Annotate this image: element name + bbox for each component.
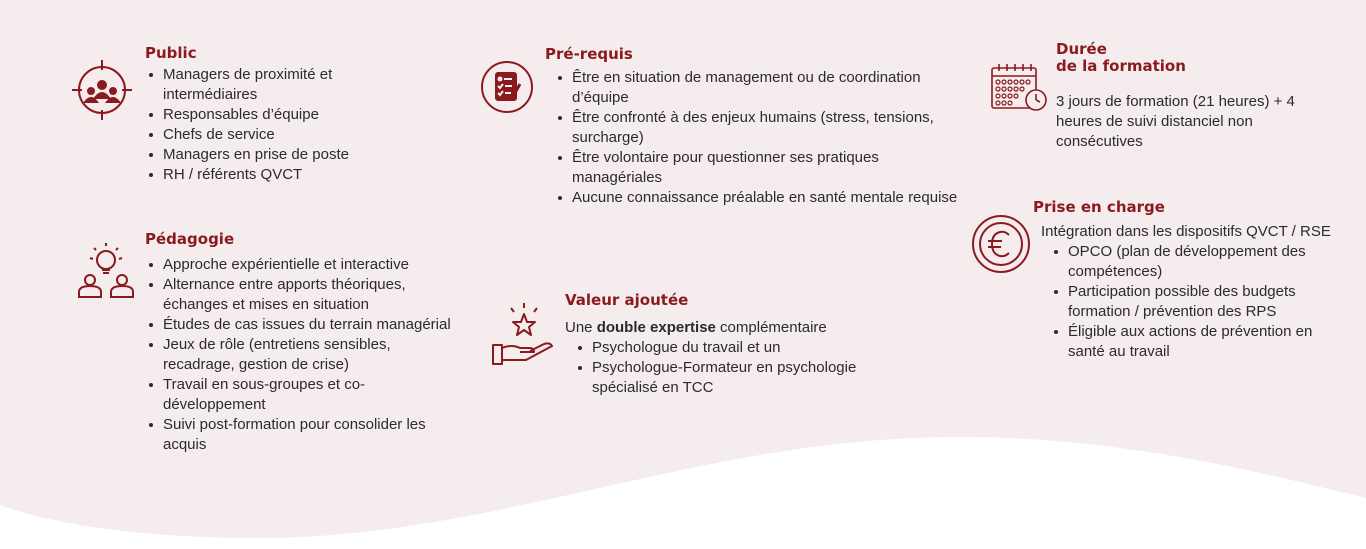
duree-text: 3 jours de formation (21 heures) + 4 heures de suivi distanciel non consécutives [1056,93,1295,150]
valeur-section [565,292,925,398]
prise-intro: Intégration dans les dispositifs QVCT / RSE [1041,223,1331,240]
list-item: Aucune connaissance préalable en santé mentale requise [572,188,965,208]
list-item: Éligible aux actions de prévention en santé au travail [1068,322,1333,362]
list-item: OPCO (plan de développement des compétences) [1068,242,1333,282]
valeur-intro [565,318,925,338]
prise-title: Prise en charge [1033,198,1165,216]
list-item: RH / référents QVCT [163,165,405,185]
list-item: Managers de proximité et intermédiaires [163,65,405,105]
duree-title [1056,41,1316,75]
list-item: Managers en prise de poste [163,145,405,165]
prise-list [1033,242,1333,362]
checklist-icon [480,60,534,114]
pedagogie-title: Pédagogie [145,230,235,248]
public-title: Public [145,44,197,62]
prerequis-title: Pré-requis [545,45,633,63]
duree-title-line1: Durée [1056,40,1107,58]
list-item: Être en situation de management ou de coordination d’équipe [572,68,965,108]
public-list [145,65,405,185]
valeur-intro-bold: double expertise [596,319,716,336]
list-item: Alternance entre apports théoriques, échanges et mises en situation [163,275,455,315]
valeur-title: Valeur ajoutée [565,291,689,309]
list-item: Participation possible des budgets formation / prévention des RPS [1068,282,1333,322]
people-target-icon [70,58,134,122]
prerequis-list [545,68,965,208]
hand-star-icon [490,300,560,370]
lightbulb-people-icon [76,240,136,300]
valeur-list [565,338,925,398]
public-section [145,45,405,185]
list-item: Approche expérientielle et interactive [163,255,455,275]
pedagogie-section [145,231,455,455]
valeur-intro-prefix: Une [565,319,597,336]
euro-coin-icon [970,213,1032,275]
duree-section [1056,41,1316,152]
list-item: Être confronté à des enjeux humains (stress, tensions, surcharge) [572,108,965,148]
pedagogie-list [145,255,455,455]
list-item: Psychologue-Formateur en psychologie spécialisé en TCC [592,358,925,398]
list-item: Suivi post-formation pour consolider les acquis [163,415,455,455]
list-item: Travail en sous-groupes et co-développement [163,375,455,415]
list-item: Chefs de service [163,125,405,145]
list-item: Responsables d’équipe [163,105,405,125]
list-item: Être volontaire pour questionner ses pratiques managériales [572,148,965,188]
list-item: Psychologue du travail et un [592,338,925,358]
duree-title-line2: de la formation [1056,57,1186,75]
calendar-clock-icon [990,62,1050,114]
list-item: Études de cas issues du terrain managérial [163,315,455,335]
valeur-intro-suffix: complémentaire [715,319,827,336]
list-item: Jeux de rôle (entretiens sensibles, recadrage, gestion de crise) [163,335,455,375]
prise-section [1033,199,1333,362]
prerequis-section [545,46,965,208]
